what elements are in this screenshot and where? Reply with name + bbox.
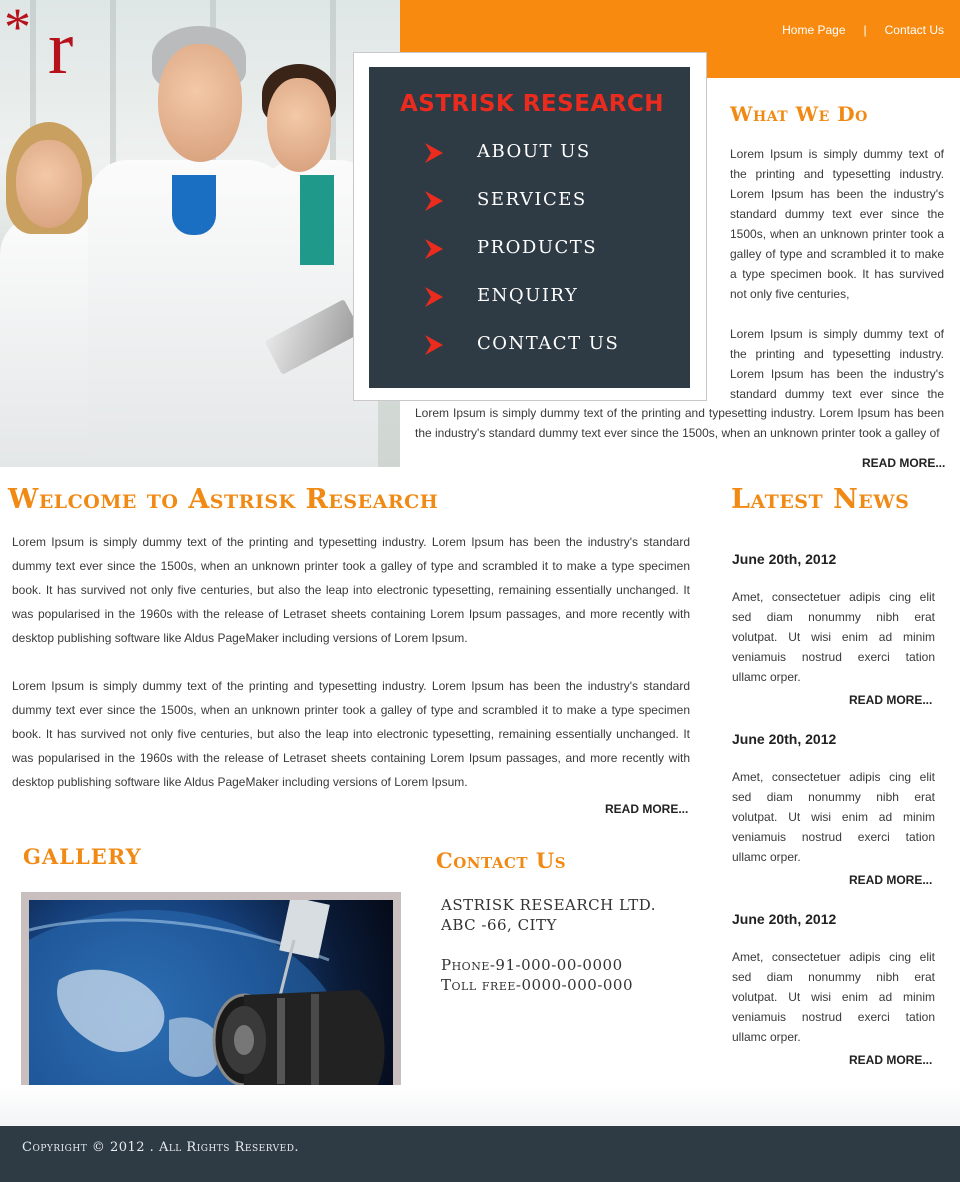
contact-us-title: Contact Us [436, 848, 567, 873]
menu-item-label: ABOUT US [477, 141, 591, 162]
menu-item-products[interactable] [369, 237, 690, 285]
copyright-text: Copyright © 2012 . All Rights Reserved. [22, 1140, 300, 1155]
contact-us-link[interactable]: Contact Us [884, 23, 944, 37]
main-menu [369, 141, 690, 381]
what-we-do-paragraph: Lorem Ipsum is simply dummy text of the printing and typesetting industry. Lorem Ipsum has been the industry's standard dummy text ever since the 1500s, when an unknown printer took a galley of [415, 406, 944, 440]
news-read-more-link[interactable]: READ MORE... [849, 1053, 933, 1067]
menu-item-enquiry[interactable] [369, 285, 690, 333]
what-we-do-paragraph: Lorem Ipsum is simply dummy text of the printing and typesetting industry. Lorem Ipsum has been the industry's standard dummy text ever since the 1500s, when an unknown printer took a galley of type and scrambled it to make a type specimen book. It has survived not only five centuries, [730, 147, 944, 301]
menu-item-label: SERVICES [477, 189, 587, 210]
latest-news-title: Latest News [731, 484, 910, 515]
news-date: June 20th, 2012 [732, 551, 837, 567]
what-we-do-title: What We Do [730, 102, 868, 126]
face [16, 140, 82, 228]
gallery-title: GALLERY [23, 844, 142, 869]
what-we-do-paragraph: Lorem Ipsum is simply dummy text of the printing and typesetting industry. Lorem Ipsum has been the industry's standard dummy text ever since the [730, 327, 944, 401]
earth-satellite-illustration [29, 900, 393, 1104]
brand-name: ASTRISK RESEARCH [400, 91, 665, 117]
menu-item-about-us[interactable] [369, 141, 690, 189]
company-name: ASTRISK RESEARCH LTD. [441, 896, 657, 914]
face [158, 44, 242, 162]
home-page-link[interactable]: Home Page [782, 23, 846, 37]
news-date: June 20th, 2012 [732, 911, 837, 927]
welcome-paragraph: Lorem Ipsum is simply dummy text of the printing and typesetting industry. Lorem Ipsum has been the industry's standard dummy text ever since the 1500s, when an unknown printer took a galley of type and scrambled it to make a type specimen book. It has survived not only five centuries, but also the leap into electronic typesetting, remaining essentially unchanged. It was popularised in the 1960s with the release of Letraset sheets containing Lorem Ipsum passages, and more recently with desktop publishing software like Aldus PageMaker including versions of Lorem Ipsum. [12, 679, 690, 789]
red-arrow-icon [425, 287, 443, 307]
gallery-image-earth-satellite[interactable] [29, 900, 393, 1104]
news-text: Amet, consectetuer adipis cing elit sed diam nonummy nibh erat volutpat. Ut wisi enim ad minim veniamuis nostrud exerci tation ullamc orper. [732, 770, 935, 864]
logo-letter: r [48, 6, 74, 90]
news-item [732, 731, 935, 867]
news-item [732, 911, 935, 1047]
news-text: Amet, consectetuer adipis cing elit sed diam nonummy nibh erat volutpat. Ut wisi enim ad minim veniamuis nostrud exerci tation ullamc orper. [732, 950, 935, 1044]
footer [0, 1126, 960, 1182]
menu-item-label: PRODUCTS [477, 237, 598, 258]
nav-separator: | [863, 23, 867, 37]
toll-free-number: Toll free-0000-000-000 [441, 976, 634, 994]
face [267, 78, 331, 172]
logo-star-icon: * [4, 0, 31, 57]
red-arrow-icon [425, 143, 443, 163]
contact-phone-block [441, 955, 633, 995]
welcome-read-more-link[interactable]: READ MORE... [605, 802, 689, 816]
news-read-more-link[interactable]: READ MORE... [849, 873, 933, 887]
red-arrow-icon [425, 191, 443, 211]
menu-item-label: ENQUIRY [477, 285, 579, 306]
welcome-title: Welcome to Astrisk Research [8, 484, 439, 515]
phone-number: Phone-91-000-00-0000 [441, 956, 623, 974]
teal-shirt [300, 175, 334, 265]
news-read-more-link[interactable]: READ MORE... [849, 693, 933, 707]
what-we-do-read-more-link[interactable]: READ MORE... [862, 456, 946, 470]
contact-address [441, 895, 656, 935]
red-arrow-icon [425, 335, 443, 355]
menu-item-label: CONTACT US [477, 333, 620, 354]
top-nav [782, 23, 944, 37]
news-item [732, 551, 935, 687]
gallery-frame [21, 892, 401, 1112]
red-arrow-icon [425, 239, 443, 259]
news-text: Amet, consectetuer adipis cing elit sed diam nonummy nibh erat volutpat. Ut wisi enim ad minim veniamuis nostrud exerci tation ullamc orper. [732, 590, 935, 684]
welcome-paragraph: Lorem Ipsum is simply dummy text of the printing and typesetting industry. Lorem Ipsum has been the industry's standard dummy text ever since the 1500s, when an unknown printer took a galley of type and scrambled it to make a type specimen book. It has survived not only five centuries, but also the leap into electronic typesetting, remaining essentially unchanged. It was popularised in the 1960s with the release of Letraset sheets containing Lorem Ipsum passages, and more recently with desktop publishing software like Aldus PageMaker including versions of Lorem Ipsum. [12, 535, 690, 645]
address-line: ABC -66, CITY [441, 916, 557, 934]
news-date: June 20th, 2012 [732, 731, 837, 747]
blue-shirt [172, 175, 216, 235]
footer-fade [0, 1085, 960, 1126]
menu-item-contact-us[interactable] [369, 333, 690, 381]
main-menu-panel [369, 67, 690, 388]
menu-item-services[interactable] [369, 189, 690, 237]
main-menu-frame [353, 52, 707, 401]
